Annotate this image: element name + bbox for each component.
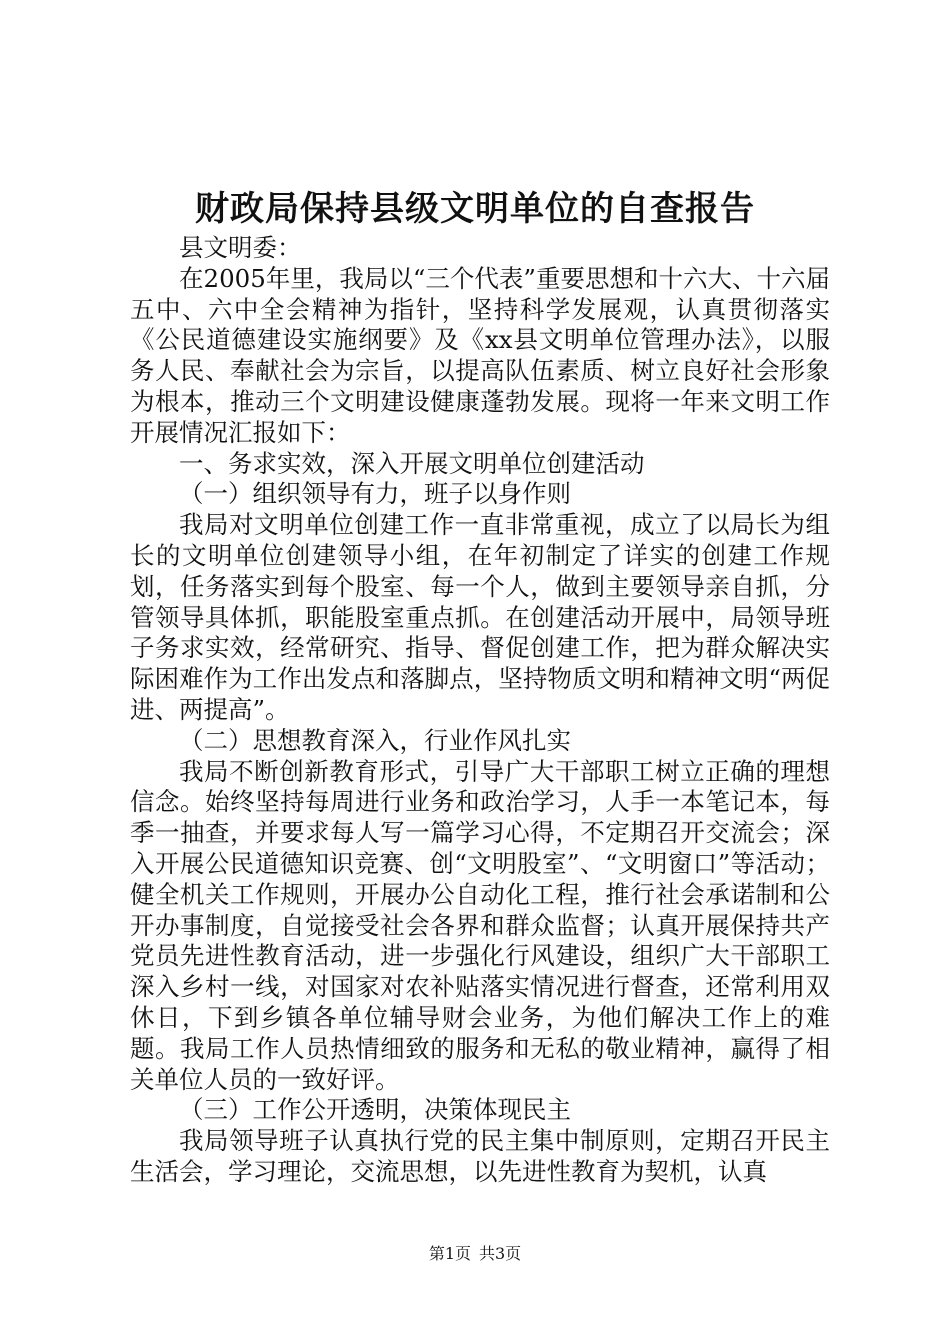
- page-total: 共3页: [479, 1244, 522, 1263]
- body-paragraph: 我局不断创新教育形式，引导广大干部职工树立正确的理想信念。始终坚持每周进行业务和政治学习，人手一本笔记本，每季一抽查，并要求每人写一篇学习心得，不定期召开交流会；深入开展公民道德知识竞赛、创“文明股室”、“文明窗口”等活动；健全机关工作规则，开展办公自动化工程，推行社会承诺制和公开办事制度，自觉接受社会各界和群众监督；认真开展保持共产党员先进性教育活动，进一步强化行风建设，组织广大干部职工深入乡村一线，对国家对农补贴落实情况进行督查，还常利用双休日，下到乡镇各单位辅导财会业务，为他们解决工作上的难题。我局工作人员热情细致的服务和无私的敬业精神，赢得了相关单位人员的一致好评。: [130, 756, 830, 1094]
- subsection-heading-1: （一）组织领导有力，班子以身作则: [179, 479, 571, 509]
- page-footer: [0, 1243, 950, 1265]
- body-paragraph: 我局对文明单位创建工作一直非常重视，成立了以局长为组长的文明单位创建领导小组，在年初制定了详实的创建工作规划，任务落实到每个股室、每一个人，做到主要领导亲自抓，分管领导具体抓，职能股室重点抓。在创建活动开展中，局领导班子务求实效，经常研究、指导、督促创建工作，把为群众解决实际困难作为工作出发点和落脚点，坚持物质文明和精神文明“两促进、两提高”。: [130, 510, 830, 724]
- subsection-heading-2: （二）思想教育深入，行业作风扎实: [179, 725, 571, 755]
- page-number: 第1页: [428, 1244, 471, 1263]
- subsection-heading-3: （三）工作公开透明，决策体现民主: [179, 1095, 571, 1125]
- section-heading-1: 一、务求实效，深入开展文明单位创建活动: [179, 448, 645, 478]
- document-title: 财政局保持县级文明单位的自查报告: [195, 189, 755, 229]
- body-paragraph: 我局领导班子认真执行党的民主集中制原则，定期召开民主生活会，学习理论，交流思想，以先进性教育为契机，认真: [130, 1126, 830, 1186]
- document-body: [130, 233, 830, 1188]
- salutation: 县文明委：: [179, 233, 302, 262]
- intro-paragraph: 在2005年里，我局以“三个代表”重要思想和十六大、十六届五中、六中全会精神为指针，坚持科学发展观，认真贯彻落实《公民道德建设实施纲要》及《xx县文明单位管理办法》，以服务人民、奉献社会为宗旨，以提高队伍素质、树立良好社会形象为根本，推动三个文明建设健康蓬勃发展。现将一年来文明工作开展情况汇报如下：: [130, 263, 830, 447]
